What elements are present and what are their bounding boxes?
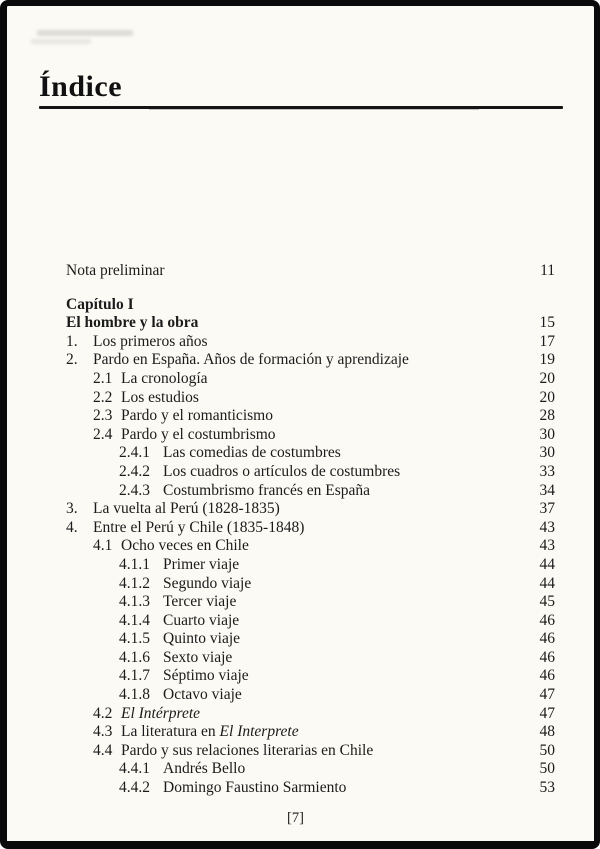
toc-entry-page: 47 [539, 704, 555, 722]
toc-entry-number: 4.1.2 [119, 574, 150, 592]
toc-entry-label: 2.4.1 Las comedias de costumbres [119, 444, 341, 462]
toc-entry-label: El hombre y la obra [66, 314, 199, 332]
toc-entry [66, 351, 555, 370]
title-rule [39, 106, 563, 109]
toc-entry-page: 53 [539, 779, 555, 797]
toc-entry [66, 296, 555, 315]
toc-entry-label: 4.1.7 Séptimo viaje [119, 667, 249, 685]
toc-entry-page: 50 [539, 760, 555, 778]
toc-entry [66, 593, 555, 612]
toc-entry-number: 4.1.5 [119, 630, 150, 648]
toc-entry-page: 33 [539, 462, 555, 480]
toc-entry-label [93, 705, 525, 724]
toc-entry-number: 4.4.1 [119, 760, 150, 778]
toc-entry-label: Capítulo I [66, 295, 134, 313]
toc-entry [66, 262, 555, 281]
toc-entry [66, 500, 555, 519]
toc-entry [66, 389, 555, 408]
toc-entry-number: 2.1 [93, 369, 113, 387]
toc-entry-page: 17 [539, 332, 555, 350]
toc-entry-page: 48 [539, 723, 555, 741]
toc-entry-label: 4.1.5 Quinto viaje [119, 630, 241, 648]
toc-entry-label: 2.4.2 Los cuadros o artículos de costumbres [119, 462, 401, 480]
toc-entry-page: 46 [539, 667, 555, 685]
toc-entry [66, 370, 555, 389]
toc-entry [66, 333, 555, 352]
toc-entry-page: 46 [539, 611, 555, 629]
toc-entry-number: 2. [66, 351, 78, 369]
toc-entry [66, 314, 555, 333]
toc-entry [66, 686, 555, 705]
toc-entry-label: 4.3 La literatura en El Interprete [93, 723, 299, 741]
toc-entry-label: 4.4.2 Domingo Faustino Sarmiento [119, 779, 347, 797]
toc-entry [66, 482, 555, 501]
toc-entry-page: 50 [539, 741, 555, 759]
toc-entry-label: 4.1.4 Cuarto viaje [119, 611, 240, 629]
toc-entry [66, 742, 555, 761]
toc-entry-number: 4.1 [93, 537, 113, 555]
toc-entry-label: 4.1.6 Sexto viaje [119, 648, 233, 666]
toc-entry [66, 556, 555, 575]
toc-entry-label: 4.4.1 Andrés Bello [119, 760, 246, 778]
toc-entry [66, 779, 555, 798]
toc-entry-label: 2.4 Pardo y el costumbrismo [93, 425, 276, 443]
toc-entry-page: 30 [539, 425, 555, 443]
toc-entry-page: 46 [539, 630, 555, 648]
toc-entry [66, 667, 555, 686]
toc-entry-label: 4.1.2 Segundo viaje [119, 574, 252, 592]
toc-entry-page: 28 [539, 407, 555, 425]
page-title: Índice [39, 70, 123, 103]
toc-entry [66, 519, 555, 538]
toc-entry-label: 2. Pardo en España. Años de formación y aprendizaje [66, 351, 409, 369]
toc-entry-label: Nota preliminar [66, 262, 165, 279]
toc-entry-number: 4.1.8 [119, 686, 150, 704]
toc-entry-label: 4.4 Pardo y sus relaciones literarias en Chile [93, 741, 374, 759]
toc-entry [66, 575, 555, 594]
toc-entry-label: 3. La vuelta al Perú (1828-1835) [66, 500, 280, 518]
toc-entry [66, 463, 555, 482]
toc-entry-number: 2.3 [93, 407, 113, 425]
toc-entry [66, 407, 555, 426]
toc-entry-number: 4.2 [93, 704, 113, 722]
toc-entry-label: 2.1 La cronología [93, 369, 208, 387]
toc-entry-page: 44 [539, 574, 555, 592]
toc-entry [66, 649, 555, 668]
toc-entry-number: 2.4.1 [119, 444, 150, 462]
toc-entry-number: 4.4.2 [119, 779, 150, 797]
toc-entry-number: 2.2 [93, 388, 113, 406]
toc-entry-label: 2.3 Pardo y el romanticismo [93, 407, 273, 425]
toc-entry [66, 444, 555, 463]
toc-entry-number: 3. [66, 500, 78, 518]
toc-entry-page: 20 [539, 369, 555, 387]
toc-entry-page: 43 [539, 537, 555, 555]
toc-entry-page: 20 [539, 388, 555, 406]
toc-entry-number: 4.1.7 [119, 667, 150, 685]
toc-entry-label: 4.1 Ocho veces en Chile [93, 537, 249, 555]
page-footer: [7] [287, 810, 304, 826]
toc-entry [66, 612, 555, 631]
toc-entry-page: 44 [539, 555, 555, 573]
toc-entry-number: 1. [66, 332, 78, 350]
toc-entry-number: 4. [66, 518, 78, 536]
toc-entry-label: 4.1.3 Tercer viaje [119, 593, 237, 611]
toc-entry-italic-title: El Intérprete [121, 704, 201, 722]
toc-entry-page: 34 [539, 481, 555, 499]
toc-entry [66, 705, 555, 724]
toc-entry-italic-title: El Interprete [219, 723, 299, 741]
toc-entry-page: 46 [539, 648, 555, 666]
table-of-contents [66, 262, 555, 798]
toc-entry-number: 4.1.6 [119, 648, 150, 666]
toc-entry-number: 4.3 [93, 723, 113, 741]
toc-entry-label: 4.1.8 Octavo viaje [119, 686, 242, 704]
bleed-through-mark [31, 28, 149, 46]
toc-entry-label: 4. Entre el Perú y Chile (1835-1848) [66, 518, 305, 536]
toc-entry [66, 723, 555, 742]
toc-entry-number: 2.4 [93, 425, 113, 443]
toc-entry-page: 47 [539, 686, 555, 704]
toc-entry-page: 15 [539, 314, 555, 332]
toc-entry [66, 537, 555, 556]
toc-entry-number: 4.1.3 [119, 593, 150, 611]
toc-entry-label: 4.1.1 Primer viaje [119, 555, 240, 573]
toc-entry-label: 2.4.3 Costumbrismo francés en España [119, 481, 371, 499]
toc-entry [66, 426, 555, 445]
toc-entry-label: 2.2 Los estudios [93, 388, 199, 406]
toc-entry-number: 4.1.1 [119, 555, 150, 573]
toc-entry-number: 4.1.4 [119, 611, 150, 629]
toc-entry-page: 19 [539, 351, 555, 369]
toc-entry-number: 4.4 [93, 741, 113, 759]
toc-entry-number: 2.4.3 [119, 481, 150, 499]
toc-entry-label: 1. Los primeros años [66, 332, 208, 350]
toc-entry-number: 2.4.2 [119, 462, 150, 480]
toc-entry-page: 11 [540, 262, 555, 279]
toc-entry-page: 30 [539, 444, 555, 462]
toc-entry-page: 37 [539, 500, 555, 518]
toc-entry-page: 45 [539, 593, 555, 611]
toc-entry-page: 43 [539, 518, 555, 536]
toc-entry [66, 630, 555, 649]
toc-entry [66, 760, 555, 779]
